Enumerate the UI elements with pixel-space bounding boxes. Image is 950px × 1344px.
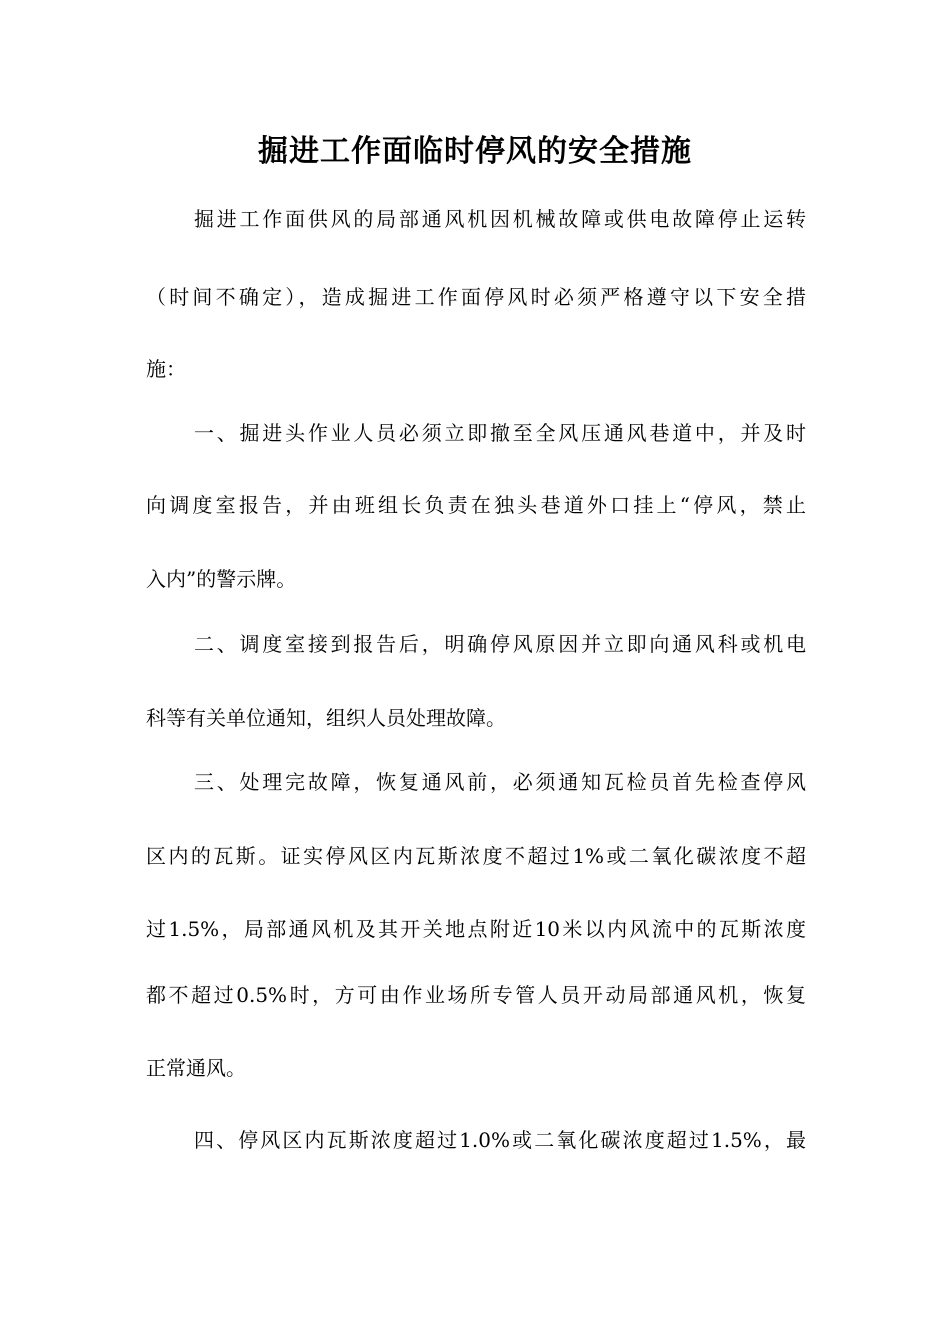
text-line-13: 正常通风。 <box>146 1056 246 1080</box>
text-line-5: 向调度室报告，并由班组长负责在独头巷道外口挂上“停风，禁止 <box>146 493 806 517</box>
text-line-8: 科等有关单位通知，组织人员处理故障。 <box>146 706 506 730</box>
text-line-12: 都不超过0.5%时，方可由作业场所专管人员开动局部通风机，恢复 <box>146 983 806 1007</box>
text-line-7: 二、调度室接到报告后，明确停风原因并立即向通风科或机电 <box>194 632 806 656</box>
text-line-10: 区内的瓦斯。证实停风区内瓦斯浓度不超过1%或二氧化碳浓度不超 <box>146 844 806 868</box>
text-line-14: 四、停风区内瓦斯浓度超过1.0%或二氧化碳浓度超过1.5%，最 <box>194 1128 806 1152</box>
text-line-3: 施： <box>146 357 186 381</box>
text-line-4: 一、掘进头作业人员必须立即撤至全风压通风巷道中，并及时 <box>194 421 806 445</box>
text-line-1: 掘进工作面供风的局部通风机因机械故障或供电故障停止运转 <box>194 207 806 231</box>
text-line-6: 入内”的警示牌。 <box>146 567 297 591</box>
document-title: 掘进工作面临时停风的安全措施 <box>258 134 692 169</box>
text-line-2: （时间不确定），造成掘进工作面停风时必须严格遵守以下安全措 <box>146 285 806 309</box>
text-line-11: 过1.5%，局部通风机及其开关地点附近10米以内风流中的瓦斯浓度 <box>146 917 806 941</box>
text-line-9: 三、处理完故障，恢复通风前，必须通知瓦检员首先检查停风 <box>194 770 806 794</box>
